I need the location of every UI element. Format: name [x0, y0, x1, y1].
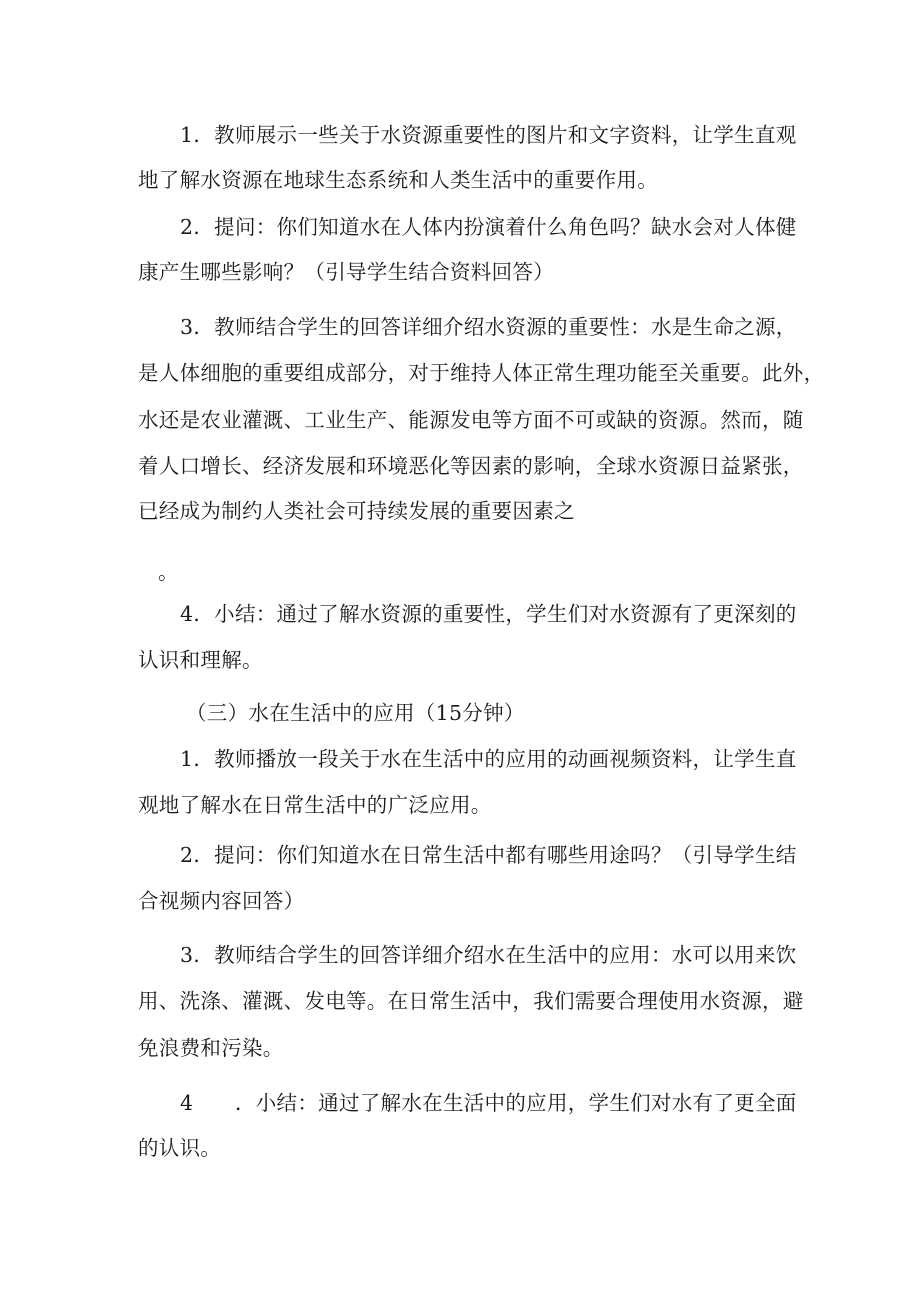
paragraph-line: 4．小结：通过了解水资源的重要性，学生们对水资源有了更深刻的 — [180, 602, 797, 626]
paragraph-line: 观地了解水在日常生活中的广泛应用。 — [138, 793, 492, 817]
paragraph-line: 2．提问：你们知道水在人体内扮演着什么角色吗？缺水会对人体健 — [180, 215, 797, 239]
paragraph-line: 4 ．小结：通过了解水在生活中的应用，学生们对水有了更全面 — [180, 1091, 797, 1115]
paragraph-line: 2．提问：你们知道水在日常生活中都有哪些用途吗？（引导学生结 — [180, 843, 797, 867]
paragraph-line: 1．教师播放一段关于水在生活中的应用的动画视频资料，让学生直 — [180, 747, 797, 771]
paragraph-line: 着人口增长、经济发展和环境恶化等因素的影响，全球水资源日益紧张， — [138, 454, 804, 478]
paragraph-line: 3．教师结合学生的回答详细介绍水在生活中的应用：水可以用来饮 — [180, 943, 797, 967]
paragraph-line: 合视频内容回答） — [138, 889, 305, 913]
paragraph-line: 是人体细胞的重要组成部分，对于维持人体正常生理功能至关重要。此外， — [138, 361, 825, 385]
paragraph-line: 地了解水资源在地球生态系统和人类生活中的重要作用。 — [138, 168, 658, 192]
paragraph-line: 康产生哪些影响？（引导学生结合资料回答） — [138, 260, 554, 284]
paragraph-line: 3．教师结合学生的回答详细介绍水资源的重要性：水是生命之源， — [180, 315, 797, 339]
paragraph-line: 认识和理解。 — [138, 648, 263, 672]
paragraph-line: 已经成为制约人类社会可持续发展的重要因素之 — [138, 499, 575, 523]
section-heading: （三）水在生活中的应用（15分钟） — [186, 701, 525, 725]
paragraph-line: 的认识。 — [138, 1136, 222, 1160]
paragraph-line: 1．教师展示一些关于水资源重要性的图片和文字资料，让学生直观 — [180, 123, 797, 147]
paragraph-line: 用、洗涤、灌溉、发电等。在日常生活中，我们需要合理使用水资源，避 — [138, 989, 804, 1013]
paragraph-line: 水还是农业灌溉、工业生产、能源发电等方面不可或缺的资源。然而，随 — [138, 408, 804, 432]
paragraph-line: 。 — [158, 560, 179, 584]
paragraph-line: 免浪费和污染。 — [138, 1036, 284, 1060]
